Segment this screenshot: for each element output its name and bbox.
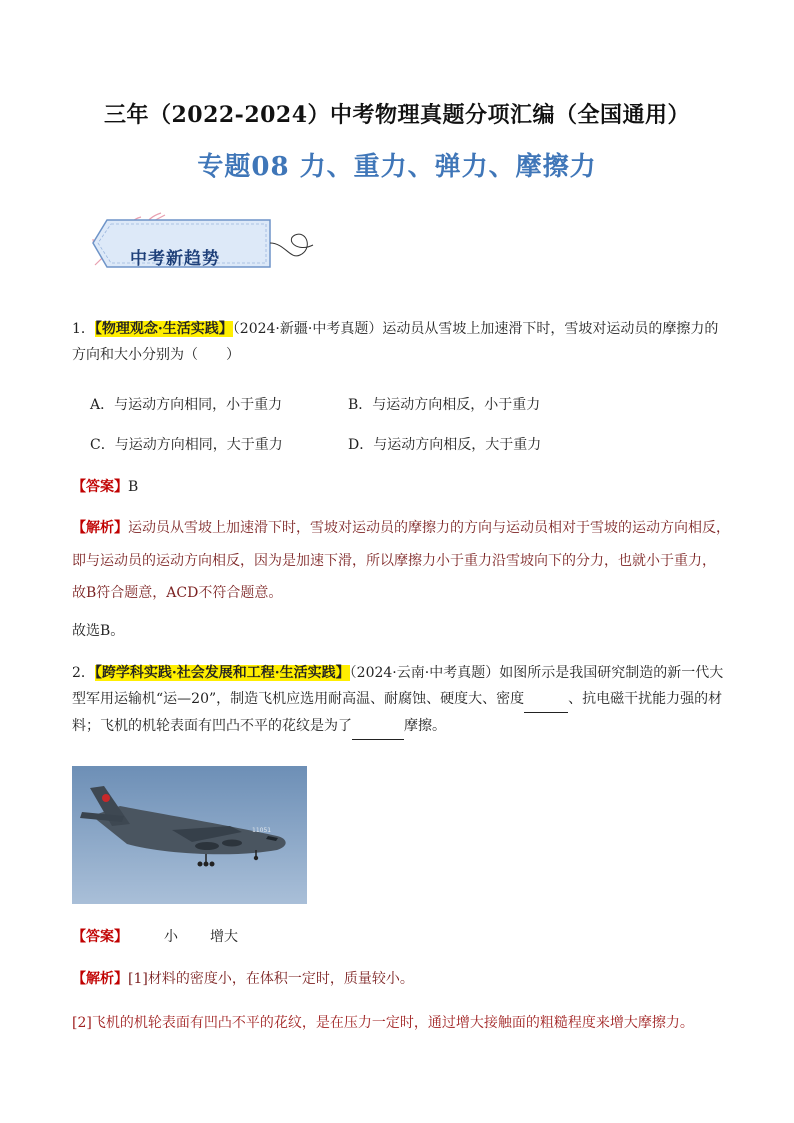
question-2-analysis-line bbox=[72, 968, 732, 988]
question-source: （2024·新疆·中考真题） bbox=[232, 321, 383, 337]
document-title: 三年（2022-2024）中考物理真题分项汇编（全国通用） bbox=[103, 102, 691, 128]
question-1-analysis-line bbox=[72, 517, 732, 537]
answer-blank-1[interactable] bbox=[524, 686, 568, 713]
analysis-label: 【解析】 bbox=[72, 971, 128, 987]
banner-label: 中考新趋势 bbox=[130, 249, 220, 269]
aircraft-number: 11051 bbox=[252, 827, 272, 834]
analysis-text: [1]材料的密度小，在体积一定时，质量较小。 bbox=[128, 971, 414, 987]
question-stem-text: 、抗电磁干扰能力强的材 bbox=[568, 691, 723, 707]
answer-value: B bbox=[128, 479, 139, 495]
answer-value-1: 小 bbox=[164, 929, 178, 945]
question-tag: 【跨学科实践·社会发展和工程·生活实践】 bbox=[94, 665, 350, 681]
option-c: C．与运动方向相同，大于重力 bbox=[90, 437, 283, 453]
question-1-answer bbox=[72, 474, 732, 500]
question-stem-text: 运动员从雪坡上加速滑下时，雪坡对运动员的摩擦力的 bbox=[382, 321, 719, 337]
question-1-conclusion: 故选B。 bbox=[72, 623, 125, 639]
curl-icon bbox=[270, 234, 313, 256]
question-stem-text: 型军用运输机“运—20”，制造飞机应选用耐高温、耐腐蚀、硬度大、密度 bbox=[72, 691, 525, 707]
question-1-analysis-line: 故B符合题意，ACD不符合题意。 bbox=[72, 585, 283, 601]
question-1-analysis-line: 即与运动员的运动方向相反，因为是加速下滑，所以摩擦力小于重力沿雪坡向下的分力，也就小于重力， bbox=[72, 553, 716, 569]
answer-value-2: 增大 bbox=[210, 929, 238, 945]
transport-aircraft-photo bbox=[72, 766, 307, 904]
option-d: D．与运动方向相反，大于重力 bbox=[348, 437, 542, 453]
question-2-answer bbox=[72, 924, 732, 950]
question-2-stem bbox=[72, 660, 732, 740]
option-b: B．与运动方向相反，小于重力 bbox=[348, 397, 541, 413]
question-number: 1． bbox=[72, 321, 95, 337]
question-stem-text: 如图所示是我国研究制造的新一代大 bbox=[499, 665, 724, 681]
topic-title: 专题08 力、重力、弹力、摩擦力 bbox=[197, 152, 597, 182]
answer-label: 【答案】 bbox=[72, 479, 128, 495]
question-stem-text: 摩擦。 bbox=[404, 718, 446, 734]
question-1-stem bbox=[72, 316, 732, 368]
analysis-label: 【解析】 bbox=[72, 520, 128, 536]
answer-blank-2[interactable] bbox=[352, 713, 404, 740]
question-number: 2． bbox=[72, 665, 95, 681]
question-source: （2024·云南·中考真题） bbox=[349, 665, 500, 681]
question-stem-text: 方向和大小分别为（ ） bbox=[72, 347, 240, 363]
option-a: A．与运动方向相同，小于重力 bbox=[90, 397, 283, 413]
answer-label: 【答案】 bbox=[72, 929, 128, 945]
analysis-text: 运动员从雪坡上加速滑下时，雪坡对运动员的摩擦力的方向与运动员相对于雪坡的运动方向相反， bbox=[128, 520, 730, 536]
question-stem-text: 料；飞机的机轮表面有凹凸不平的花纹是为了 bbox=[72, 718, 352, 734]
question-2-analysis-line: [2]飞机的机轮表面有凹凸不平的花纹，是在压力一定时，通过增大接触面的粗糙程度来增大摩擦力。 bbox=[72, 1015, 694, 1031]
question-tag: 【物理观念·生活实践】 bbox=[94, 321, 233, 337]
